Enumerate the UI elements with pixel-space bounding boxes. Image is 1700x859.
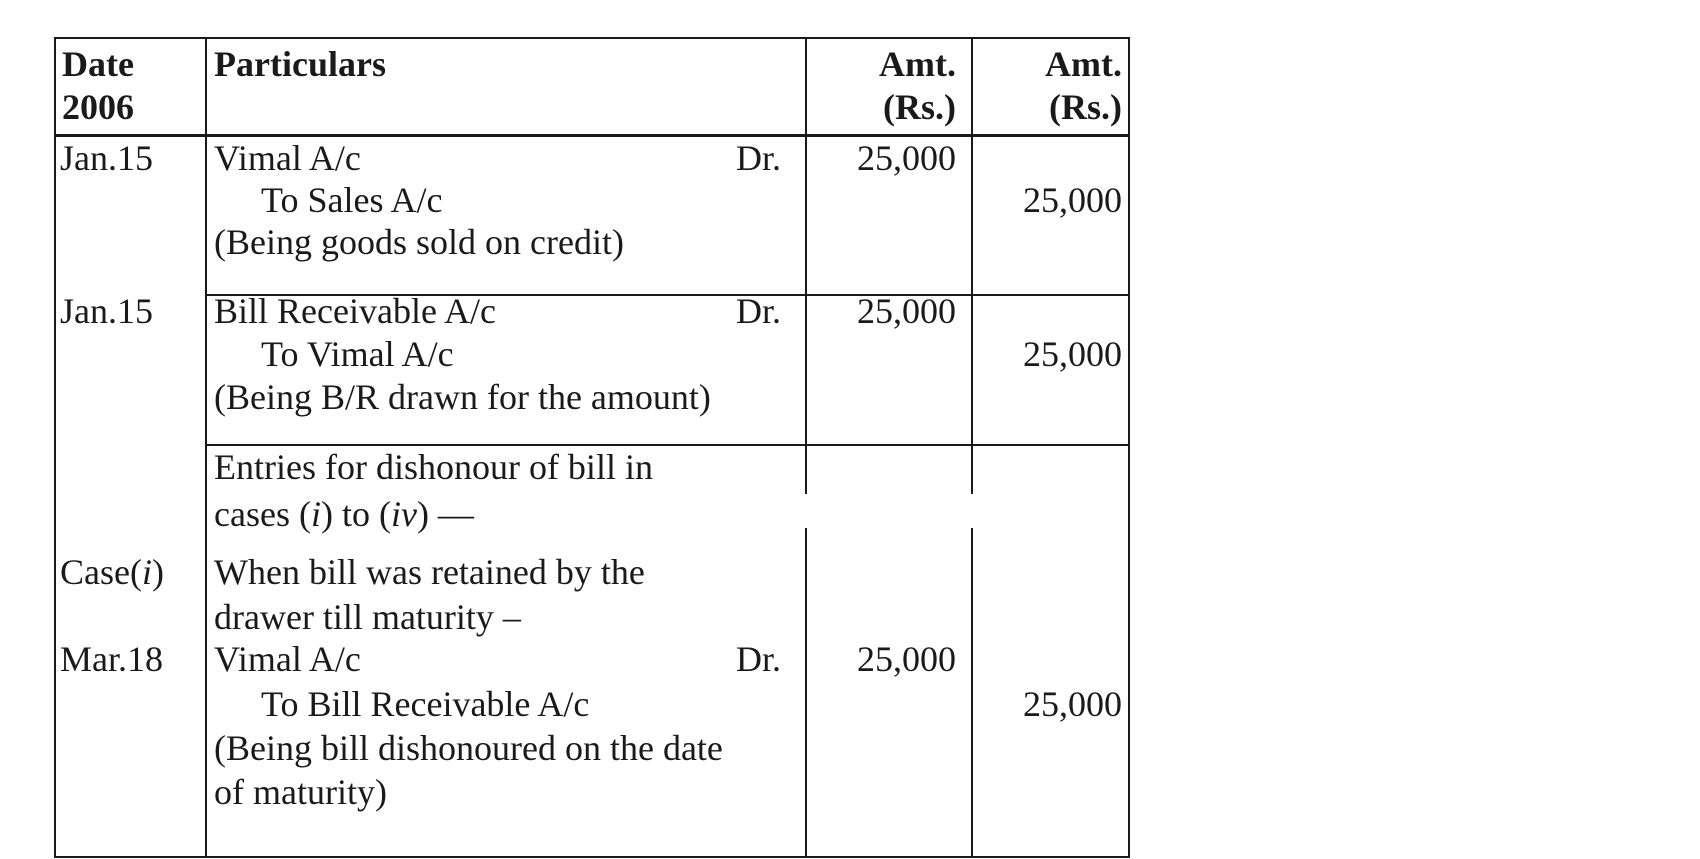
entry-credit-amount: 25,000 [1023, 180, 1122, 220]
entry-date: Mar.18 [60, 639, 163, 679]
header-date: Date [62, 44, 134, 84]
header-debit-amount: Amt. [879, 44, 956, 84]
entry-dr-mark: Dr. [736, 291, 781, 331]
entry-debit-account: Vimal A/c [214, 639, 361, 679]
case-label: Case(i) [60, 552, 164, 592]
entry-debit-amount: 25,000 [857, 138, 956, 178]
entry-dr-mark: Dr. [736, 138, 781, 178]
column-divider-particulars [805, 39, 807, 856]
entry-credit-amount: 25,000 [1023, 684, 1122, 724]
column-divider-date [205, 39, 207, 856]
header-credit-unit: (Rs.) [1049, 87, 1122, 127]
entry-credit-account: To Vimal A/c [261, 334, 454, 374]
entry-debit-amount: 25,000 [857, 291, 956, 331]
header-year: 2006 [62, 87, 134, 127]
rule-gap [968, 494, 976, 528]
entry-date: Jan.15 [60, 291, 153, 331]
entry-credit-account: To Sales A/c [261, 180, 443, 220]
header-credit-amount: Amt. [1045, 44, 1122, 84]
rule-gap [802, 494, 810, 528]
dishonour-intro-line1: Entries for dishonour of bill in [214, 447, 653, 487]
header-debit-unit: (Rs.) [883, 87, 956, 127]
journal-entry-table [54, 37, 1130, 858]
entry-debit-account: Vimal A/c [214, 138, 361, 178]
entry-narration: (Being goods sold on credit) [214, 222, 624, 262]
entry-narration: (Being B/R drawn for the amount) [214, 377, 711, 417]
entry-narration-line1: (Being bill dishonoured on the date [214, 728, 723, 768]
column-divider-amount [971, 39, 973, 856]
entry-narration-line2: of maturity) [214, 772, 387, 812]
case-description-line1: When bill was retained by the [214, 552, 645, 592]
entry-credit-account: To Bill Receivable A/c [261, 684, 590, 724]
dishonour-intro-line2: cases (i) to (iv) — [214, 494, 474, 534]
entry-debit-account: Bill Receivable A/c [214, 291, 496, 331]
entry-date: Jan.15 [60, 138, 153, 178]
entry-debit-amount: 25,000 [857, 639, 956, 679]
case-description-line2: drawer till maturity – [214, 597, 521, 637]
header-particulars: Particulars [214, 44, 386, 84]
entry-dr-mark: Dr. [736, 639, 781, 679]
entry-credit-amount: 25,000 [1023, 334, 1122, 374]
